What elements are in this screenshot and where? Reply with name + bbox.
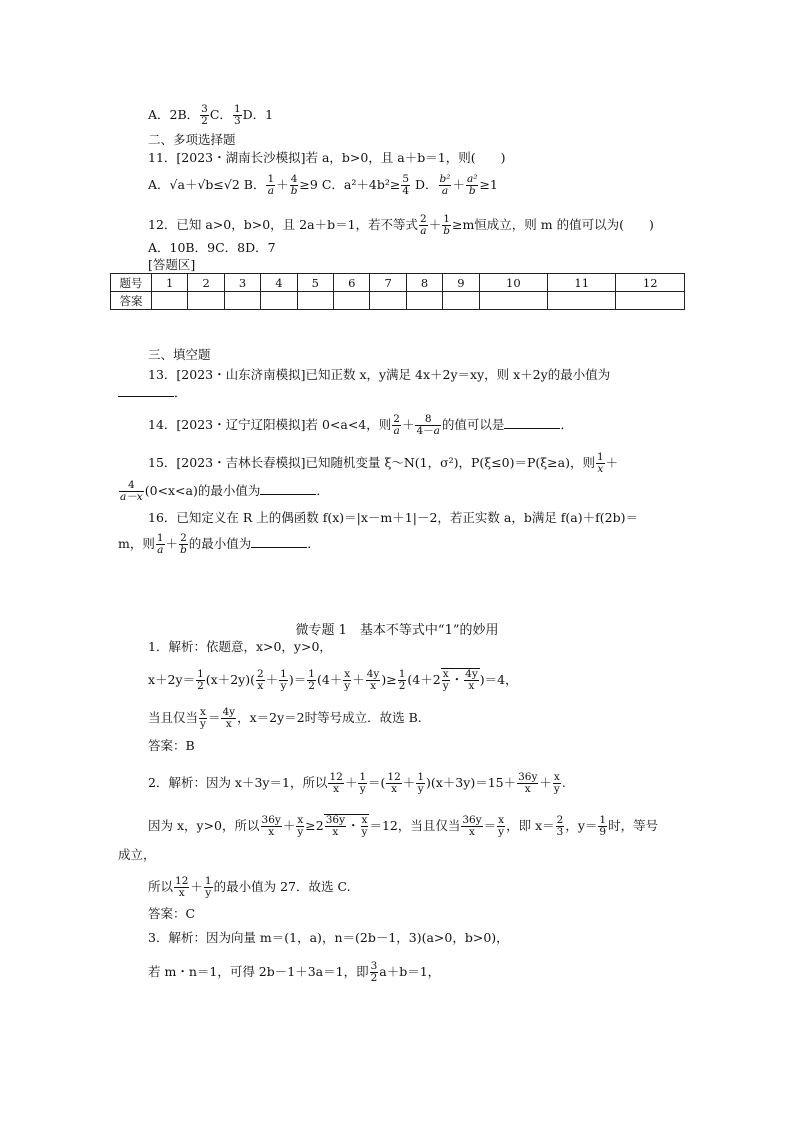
text: )(x＋3y)＝15＋ — [426, 775, 517, 790]
answer-cell[interactable] — [548, 292, 616, 310]
text: ＝ — [207, 710, 221, 725]
numerator: 1 — [398, 668, 406, 680]
text: (4＋ — [316, 672, 343, 687]
numerator: 2 — [556, 814, 564, 826]
text: 的最小值为 27．故选 C. — [213, 879, 351, 894]
fraction — [497, 815, 505, 838]
text: ＋ — [539, 775, 552, 790]
fraction — [290, 174, 299, 197]
denominator: 9 — [599, 826, 607, 838]
solution-2-line1 — [148, 772, 566, 795]
section-heading-fill-in: 三、填空题 — [148, 347, 211, 362]
denominator: y — [344, 680, 351, 692]
text: 当且仅当 — [148, 710, 199, 725]
text: ＝( — [368, 775, 386, 790]
question-12-options: A．10B．9C．8D．7 — [148, 240, 276, 255]
fraction — [156, 533, 165, 556]
fraction — [419, 214, 428, 237]
denominator: x — [268, 826, 275, 838]
punctuation: ． — [560, 417, 573, 432]
answer-area-label: [答题区] — [148, 257, 196, 272]
denominator: x — [257, 680, 264, 692]
numerator: 1 — [596, 451, 604, 463]
fraction — [366, 669, 381, 692]
answer-cell[interactable] — [334, 292, 370, 310]
answer-blank[interactable] — [504, 417, 560, 429]
denominator: b — [290, 185, 298, 197]
numerator: 36y — [325, 814, 345, 826]
solution-3-line2 — [148, 961, 440, 984]
text: ，即 x＝ — [506, 818, 555, 833]
stem-head: 15．[2023・吉林长春模拟]已知随机变量 ξ～N(1，σ²)，P(ξ≤0)＝P(ξ≥a)，则 — [148, 455, 595, 470]
text: ＋ — [402, 775, 416, 790]
text: (x＋2y)( — [205, 672, 255, 687]
denominator: y — [280, 680, 287, 692]
fraction — [200, 104, 209, 127]
row-label: 答案 — [111, 292, 152, 310]
numerator: 12 — [329, 771, 343, 783]
denominator: b — [468, 185, 476, 197]
fraction — [553, 772, 561, 795]
fraction — [221, 707, 236, 730]
text: 所以 — [148, 879, 174, 894]
fraction — [442, 214, 451, 237]
text: ・ — [450, 672, 464, 687]
numerator: 36y — [518, 771, 538, 783]
denominator: 4 — [402, 185, 409, 197]
option-a: A．2 — [148, 107, 178, 122]
fraction — [370, 961, 379, 984]
text: ≥2 — [305, 818, 324, 833]
solution-2-line2 — [148, 814, 658, 838]
q10-options — [148, 104, 273, 127]
denominator: x — [332, 826, 339, 838]
text: ＋ — [190, 879, 203, 894]
question-15-line2 — [118, 480, 329, 503]
numerator: 2 — [256, 668, 264, 680]
numerator: 1 — [197, 668, 204, 680]
fraction — [266, 174, 275, 197]
option-d: D． — [414, 177, 438, 192]
question-number-cell: 2 — [188, 274, 224, 292]
fraction — [466, 174, 478, 197]
stem-tail: 的最小值为 — [188, 536, 252, 551]
denominator: x — [333, 783, 340, 795]
punctuation: ． — [307, 536, 320, 551]
text: ＝ — [483, 818, 497, 833]
numerator: 4 — [119, 480, 144, 492]
numerator: 12 — [175, 875, 189, 887]
text: 时，等号 — [608, 818, 659, 833]
question-number-cell: 3 — [224, 274, 260, 292]
denominator: y — [553, 783, 560, 795]
denominator: y — [417, 783, 424, 795]
fraction — [261, 815, 282, 838]
fraction — [439, 174, 452, 197]
answer-cell[interactable] — [616, 292, 685, 310]
fraction — [279, 669, 288, 692]
numerator: x — [200, 706, 206, 718]
denominator: x — [597, 463, 604, 475]
solution-1-line3 — [148, 707, 422, 730]
denominator: 2 — [308, 680, 315, 692]
text: ・ — [347, 818, 360, 833]
fraction — [416, 772, 425, 795]
fraction — [179, 533, 188, 556]
stem-tail: (0<x<a)的最小值为 — [144, 483, 261, 498]
denominator: x — [370, 680, 376, 692]
text: a＋b＝1， — [379, 964, 441, 979]
text: ＋ — [282, 818, 296, 833]
option-c: C．a²＋4b²≥ — [321, 177, 401, 192]
stem-tail: 的值可以是 — [441, 417, 505, 432]
text: ＝12，当且仅当 — [369, 818, 461, 833]
numerator: 1 — [599, 814, 607, 826]
answer-cell[interactable] — [406, 292, 442, 310]
denominator: 3 — [233, 115, 241, 127]
fraction — [415, 414, 440, 437]
denominator: b — [443, 225, 450, 237]
table-row — [111, 274, 685, 292]
text: ＋ — [344, 775, 358, 790]
numerator: x — [553, 771, 560, 783]
denominator: a－x — [120, 491, 143, 503]
numerator: 1 — [156, 532, 164, 544]
question-number-cell: 5 — [297, 274, 333, 292]
text: 2．解析：因为 x＋3y＝1，所以 — [148, 775, 328, 790]
denominator: 2 — [370, 972, 378, 984]
option-b: B． — [177, 107, 200, 122]
numerator: 4y — [366, 668, 380, 680]
row-label: 题号 — [111, 274, 152, 292]
question-number-cell: 1 — [152, 274, 188, 292]
denominator: y — [297, 826, 304, 838]
solution-2-answer: 答案：C — [148, 906, 196, 921]
option-d: D．1 — [242, 107, 274, 122]
text: . — [561, 775, 566, 790]
question-11-stem: 11．[2023・湖南长沙模拟]若 a，b>0，且 a＋b＝1，则( ) — [148, 150, 506, 165]
denominator: x — [469, 826, 475, 838]
fraction — [328, 772, 343, 795]
text: ＋ — [265, 672, 279, 687]
question-number-cell: 4 — [261, 274, 297, 292]
solution-1-answer: 答案：B — [148, 738, 195, 753]
numerator: 2 — [420, 213, 427, 225]
fraction — [174, 876, 189, 899]
solution-title: 微专题 1 基本不等式中“1”的妙用 — [295, 623, 499, 638]
numerator: 12 — [387, 771, 401, 783]
text: x＋2y＝ — [148, 672, 196, 687]
option-b-tail: ≥9 — [299, 177, 318, 192]
text: )＝4， — [479, 672, 518, 687]
numerator: 5 — [402, 173, 409, 185]
text: ，y＝ — [565, 818, 598, 833]
answer-cell[interactable] — [479, 292, 547, 310]
numerator: 1 — [443, 213, 450, 225]
answer-cell[interactable] — [261, 292, 297, 310]
denominator: y — [200, 718, 206, 730]
numerator: x — [344, 668, 351, 680]
solution-1-line2 — [148, 668, 518, 692]
question-11-options: A．√a＋√b≤√2 B． $\frac{1}{a}$ ＋ $\frac{4}{b}$ ≥9 C．a²＋4b²≥ $\frac{5}{4}$ D． $\frac{\text{b²}}{a}$ ＋ $\frac{\text{a²}}{b}$ ≥1 — [148, 173, 498, 197]
numerator: 4 — [290, 173, 298, 185]
fraction — [343, 669, 351, 692]
numerator: 1 — [280, 668, 287, 680]
denominator: 2 — [398, 680, 406, 692]
question-13-line1: 13．[2023・山东济南模拟]已知正数 x，y满足 4x＋2y＝xy，则 x＋2y的最小值为 — [148, 367, 611, 382]
stem-head: 14．[2023・辽宁辽阳模拟]若 0<a<4，则 — [148, 417, 392, 432]
denominator: x — [225, 718, 232, 730]
fraction — [196, 669, 205, 692]
numerator: 3 — [370, 960, 378, 972]
fraction — [325, 815, 346, 838]
square-root — [441, 668, 480, 692]
denominator: 4－a — [416, 425, 440, 437]
solution-2-line3: 成立， — [118, 847, 156, 862]
numerator: 36y — [261, 814, 281, 826]
solution-3-line1: 3．解析：因为向量 m＝(1，a)，n＝(2b－1，3)(a>0，b>0)， — [148, 930, 509, 945]
numerator: 1 — [267, 173, 275, 185]
denominator: y — [205, 887, 212, 899]
numerator: 36y — [462, 814, 482, 826]
solution-1-line1: 1．解析：依题意，x>0，y>0， — [148, 639, 332, 654]
option-c: C． — [209, 107, 232, 122]
denominator: y — [442, 680, 449, 692]
text: )≥ — [381, 672, 397, 687]
text: 因为 x，y>0，所以 — [148, 818, 260, 833]
stem-head: m，则 — [118, 536, 155, 551]
denominator: x — [391, 783, 398, 795]
numerator: a² — [466, 173, 478, 185]
question-number-cell: 6 — [334, 274, 370, 292]
question-number-cell: 12 — [616, 274, 685, 292]
denominator: x — [524, 783, 531, 795]
option-b: B． — [243, 177, 266, 192]
denominator: y — [498, 826, 505, 838]
fraction — [442, 669, 450, 692]
fraction — [464, 669, 479, 692]
table-row — [111, 292, 685, 310]
text: 若 m・n＝1，可得 2b－1＋3a＝1，即 — [148, 964, 369, 979]
fraction — [361, 815, 369, 838]
plus-sign: ＋ — [605, 455, 619, 470]
denominator: y — [359, 783, 366, 795]
text: ＋ — [352, 672, 365, 687]
numerator: 1 — [233, 103, 241, 115]
denominator: y — [361, 826, 368, 838]
fraction — [596, 452, 605, 475]
question-13-line2 — [118, 385, 187, 401]
numerator: x — [498, 814, 505, 826]
denominator: a — [393, 425, 400, 437]
question-16-line1: 16．已知定义在 R 上的偶函数 f(x)＝|x－m＋1|－2，若正实数 a，b满足 f(a)＋f(2b)＝ — [148, 510, 638, 525]
answer-blank[interactable] — [118, 385, 174, 397]
fraction — [461, 815, 482, 838]
answer-cell[interactable] — [370, 292, 406, 310]
denominator: 2 — [197, 680, 204, 692]
numerator: b² — [439, 173, 451, 185]
question-number-cell: 7 — [370, 274, 406, 292]
denominator: a — [267, 185, 274, 197]
question-number-cell: 11 — [548, 274, 616, 292]
text: ，x＝2y＝2时等号成立．故选 B. — [237, 710, 422, 725]
numerator: 1 — [417, 771, 424, 783]
fraction — [386, 772, 401, 795]
question-number-cell: 9 — [443, 274, 479, 292]
numerator: 4y — [222, 706, 236, 718]
answer-cell[interactable] — [297, 292, 333, 310]
numerator: x — [361, 814, 368, 826]
stem-head: 12．已知 a>0，b>0，且 2a＋b＝1，若不等式 — [148, 217, 419, 232]
punctuation: ． — [316, 483, 329, 498]
question-14: 14．[2023・辽宁辽阳模拟]若 0<a<4，则 $\frac{2}{a}$ ＋ $\frac{8}{4-a}$ 的值可以是 ． — [148, 413, 573, 437]
fraction — [199, 707, 207, 730]
fraction — [556, 815, 565, 838]
answer-cell[interactable] — [188, 292, 224, 310]
question-16-line2: m，则 $\frac{1}{a}$ ＋ $\frac{2}{b}$ 的最小值为 ． — [118, 532, 320, 556]
numerator: x — [442, 668, 449, 680]
question-15-line1 — [148, 452, 618, 475]
denominator: 3 — [556, 826, 564, 838]
numerator: 4y — [465, 668, 478, 680]
numerator: 1 — [359, 771, 367, 783]
question-12-stem: 12．已知 a>0，b>0，且 2a＋b＝1，若不等式 $\frac{2}{a}$ ＋ $\frac{1}{b}$ ≥m恒成立，则 m 的值可以为( ) — [148, 213, 654, 237]
text: )＝ — [288, 672, 307, 687]
answer-blank[interactable] — [251, 536, 307, 548]
option-a: A．√a＋√b≤√2 — [148, 177, 240, 192]
answer-cell[interactable] — [224, 292, 260, 310]
fraction — [119, 480, 144, 503]
answer-cell[interactable] — [443, 292, 479, 310]
answer-blank[interactable] — [260, 483, 316, 495]
section-heading-multiple-choice: 二、多项选择题 — [148, 132, 236, 147]
numerator: 1 — [204, 875, 212, 887]
answer-grid — [110, 273, 685, 310]
numerator: 2 — [393, 413, 400, 425]
fraction — [204, 876, 213, 899]
numerator: 3 — [201, 103, 208, 115]
solution-2-line4 — [148, 876, 351, 899]
fraction — [233, 104, 242, 127]
stem-tail: ≥m恒成立，则 m 的值可以为( ) — [451, 217, 654, 232]
denominator: x — [178, 887, 185, 899]
question-number-cell: 8 — [406, 274, 442, 292]
fraction — [398, 669, 407, 692]
fraction — [358, 772, 367, 795]
text: (4＋2 — [407, 672, 441, 687]
denominator: 2 — [201, 115, 208, 127]
fraction — [307, 669, 316, 692]
fraction — [296, 815, 304, 838]
punctuation: ． — [174, 385, 187, 400]
fraction — [598, 815, 607, 838]
fraction — [401, 174, 410, 197]
square-root — [324, 814, 370, 838]
numerator: x — [297, 814, 304, 826]
denominator: a — [157, 544, 164, 556]
option-d-tail: ≥1 — [479, 177, 498, 192]
denominator: x — [468, 680, 475, 692]
fraction — [517, 772, 538, 795]
numerator: 8 — [415, 414, 440, 426]
fraction — [256, 669, 265, 692]
denominator: a — [441, 185, 449, 197]
fraction — [392, 414, 401, 437]
question-number-cell: 10 — [479, 274, 547, 292]
answer-cell[interactable] — [152, 292, 188, 310]
numerator: 2 — [180, 532, 187, 544]
numerator: 1 — [308, 668, 315, 680]
denominator: a — [420, 225, 427, 237]
denominator: b — [180, 544, 187, 556]
